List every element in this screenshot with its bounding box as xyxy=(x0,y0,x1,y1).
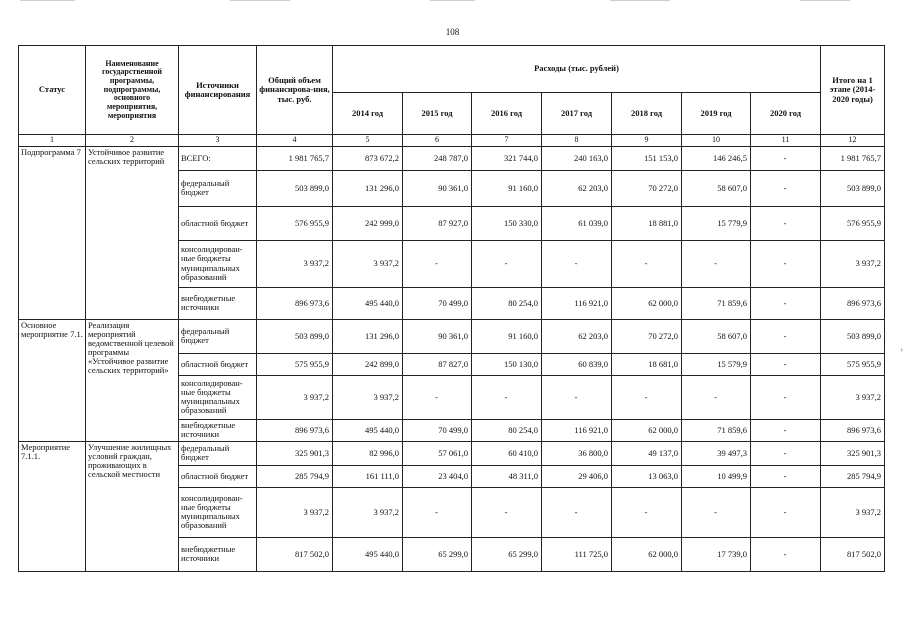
year-cell: - xyxy=(472,240,542,287)
year-cell: 90 361,0 xyxy=(403,170,472,206)
source-cell: областной бюджет xyxy=(179,465,257,487)
column-number: 10 xyxy=(682,135,751,147)
year-cell: - xyxy=(682,375,751,419)
year-cell: 82 996,0 xyxy=(333,441,403,465)
header-status: Статус xyxy=(19,46,86,135)
year-cell: 321 744,0 xyxy=(472,146,542,170)
year-cell: - xyxy=(403,240,472,287)
year-cell: 65 299,0 xyxy=(403,537,472,571)
year-cell: 29 406,0 xyxy=(542,465,612,487)
header-year: 2016 год xyxy=(472,93,542,135)
year-cell: 10 499,9 xyxy=(682,465,751,487)
scan-mark xyxy=(610,0,670,1)
column-number: 6 xyxy=(403,135,472,147)
year-cell: 17 739,0 xyxy=(682,537,751,571)
total-cell: 3 937,2 xyxy=(257,375,333,419)
year-cell: 131 296,0 xyxy=(333,319,403,353)
year-cell: 49 137,0 xyxy=(612,441,682,465)
total-cell: 3 937,2 xyxy=(257,240,333,287)
header-name: Наименование государственной программы, подпрограммы, основного мероприятия, мероприятия xyxy=(86,46,179,135)
total-cell: 817 502,0 xyxy=(257,537,333,571)
scan-mark xyxy=(230,0,290,1)
itogo-cell: 3 937,2 xyxy=(821,375,885,419)
year-cell: 18 881,0 xyxy=(612,206,682,240)
year-cell: 87 927,0 xyxy=(403,206,472,240)
source-cell: федеральный бюджет xyxy=(179,441,257,465)
year-cell: 36 800,0 xyxy=(542,441,612,465)
year-cell: 240 163,0 xyxy=(542,146,612,170)
total-cell: 896 973,6 xyxy=(257,287,333,319)
year-cell: 3 937,2 xyxy=(333,240,403,287)
header-source: Источники финансирования xyxy=(179,46,257,135)
table-header xyxy=(19,46,885,147)
year-cell: - xyxy=(751,146,821,170)
year-cell: 131 296,0 xyxy=(333,170,403,206)
year-cell: 62 000,0 xyxy=(612,419,682,441)
source-cell: консолидирован-ные бюджеты муниципальных образований xyxy=(179,375,257,419)
itogo-cell: 3 937,2 xyxy=(821,240,885,287)
column-number: 9 xyxy=(612,135,682,147)
year-cell: 116 921,0 xyxy=(542,287,612,319)
itogo-cell: 817 502,0 xyxy=(821,537,885,571)
year-cell: - xyxy=(751,441,821,465)
year-cell: - xyxy=(751,375,821,419)
source-cell: областной бюджет xyxy=(179,206,257,240)
year-cell: 873 672,2 xyxy=(333,146,403,170)
year-cell: - xyxy=(403,487,472,537)
year-cell: 80 254,0 xyxy=(472,419,542,441)
year-cell: 3 937,2 xyxy=(333,375,403,419)
year-cell: - xyxy=(751,170,821,206)
year-cell: - xyxy=(612,375,682,419)
column-number: 12 xyxy=(821,135,885,147)
year-cell: 90 361,0 xyxy=(403,319,472,353)
year-cell: 116 921,0 xyxy=(542,419,612,441)
year-cell: 495 440,0 xyxy=(333,419,403,441)
year-cell: 150 330,0 xyxy=(472,206,542,240)
year-cell: 62 203,0 xyxy=(542,170,612,206)
year-cell: 91 160,0 xyxy=(472,170,542,206)
row-status: Мероприятие 7.1.1. xyxy=(19,441,86,571)
column-number: 4 xyxy=(257,135,333,147)
year-cell: 146 246,5 xyxy=(682,146,751,170)
year-cell: - xyxy=(542,240,612,287)
year-cell: 91 160,0 xyxy=(472,319,542,353)
source-cell: внебюджетные источники xyxy=(179,419,257,441)
year-cell: - xyxy=(403,375,472,419)
year-cell: - xyxy=(751,353,821,375)
itogo-cell: 285 794,9 xyxy=(821,465,885,487)
year-cell: 161 111,0 xyxy=(333,465,403,487)
year-cell: 87 827,0 xyxy=(403,353,472,375)
row-name: Устойчивое развитие сельских территорий xyxy=(86,146,179,319)
year-cell: - xyxy=(751,287,821,319)
total-cell: 3 937,2 xyxy=(257,487,333,537)
year-cell: 70 272,0 xyxy=(612,319,682,353)
itogo-cell: 503 899,0 xyxy=(821,170,885,206)
year-cell: - xyxy=(751,419,821,441)
year-cell: 62 203,0 xyxy=(542,319,612,353)
source-cell: внебюджетные источники xyxy=(179,537,257,571)
year-cell: 248 787,0 xyxy=(403,146,472,170)
year-cell: 58 607,0 xyxy=(682,319,751,353)
year-cell: 111 725,0 xyxy=(542,537,612,571)
total-cell: 503 899,0 xyxy=(257,319,333,353)
year-cell: - xyxy=(751,206,821,240)
year-cell: - xyxy=(472,487,542,537)
header-year: 2019 год xyxy=(682,93,751,135)
year-cell: - xyxy=(682,487,751,537)
row-name: Реализация мероприятий ведомственной целевой программы «Устойчивое развитие сельских территорий» xyxy=(86,319,179,441)
total-cell: 896 973,6 xyxy=(257,419,333,441)
year-cell: - xyxy=(682,240,751,287)
year-cell: 151 153,0 xyxy=(612,146,682,170)
page-number: 108 xyxy=(445,27,460,37)
year-cell: - xyxy=(751,487,821,537)
year-cell: 71 859,6 xyxy=(682,419,751,441)
source-cell: ВСЕГО: xyxy=(179,146,257,170)
year-cell: 3 937,2 xyxy=(333,487,403,537)
itogo-cell: 325 901,3 xyxy=(821,441,885,465)
source-cell: федеральный бюджет xyxy=(179,319,257,353)
year-cell: - xyxy=(542,375,612,419)
column-number: 8 xyxy=(542,135,612,147)
year-cell: 60 410,0 xyxy=(472,441,542,465)
year-cell: - xyxy=(751,537,821,571)
year-cell: 57 061,0 xyxy=(403,441,472,465)
year-cell: 62 000,0 xyxy=(612,537,682,571)
year-cell: 61 039,0 xyxy=(542,206,612,240)
year-cell: - xyxy=(542,487,612,537)
itogo-cell: 896 973,6 xyxy=(821,287,885,319)
header-year: 2015 год xyxy=(403,93,472,135)
row-status: Основное мероприятие 7.1. xyxy=(19,319,86,441)
table-row xyxy=(19,441,885,465)
year-cell: 62 000,0 xyxy=(612,287,682,319)
column-number: 1 xyxy=(19,135,86,147)
header-expenses: Расходы (тыс. рублей) xyxy=(333,46,821,93)
header-year: 2018 год xyxy=(612,93,682,135)
year-cell: 60 839,0 xyxy=(542,353,612,375)
total-cell: 1 981 765,7 xyxy=(257,146,333,170)
year-cell: 495 440,0 xyxy=(333,537,403,571)
row-name: Улучшение жилищных условий граждан, проживающих в сельской местности xyxy=(86,441,179,571)
year-cell: 80 254,0 xyxy=(472,287,542,319)
itogo-cell: 896 973,6 xyxy=(821,419,885,441)
total-cell: 503 899,0 xyxy=(257,170,333,206)
scan-mark xyxy=(430,0,475,1)
year-cell: - xyxy=(751,240,821,287)
scan-mark xyxy=(800,0,850,1)
scan-edge-mark: › xyxy=(900,345,903,354)
year-cell: 242 899,0 xyxy=(333,353,403,375)
source-cell: внебюджетные источники xyxy=(179,287,257,319)
row-status: Подпрограмма 7 xyxy=(19,146,86,319)
year-cell: 65 299,0 xyxy=(472,537,542,571)
header-year: 2020 год xyxy=(751,93,821,135)
year-cell: - xyxy=(472,375,542,419)
itogo-cell: 575 955,9 xyxy=(821,353,885,375)
column-number: 3 xyxy=(179,135,257,147)
year-cell: 58 607,0 xyxy=(682,170,751,206)
scan-mark xyxy=(20,0,75,1)
source-cell: консолидирован-ные бюджеты муниципальных образований xyxy=(179,240,257,287)
year-cell: 70 499,0 xyxy=(403,419,472,441)
year-cell: 39 497,3 xyxy=(682,441,751,465)
total-cell: 285 794,9 xyxy=(257,465,333,487)
financing-table xyxy=(18,45,885,572)
year-cell: 70 272,0 xyxy=(612,170,682,206)
itogo-cell: 1 981 765,7 xyxy=(821,146,885,170)
column-number: 2 xyxy=(86,135,179,147)
table-row xyxy=(19,146,885,170)
year-cell: - xyxy=(612,240,682,287)
year-cell: - xyxy=(751,319,821,353)
year-cell: 23 404,0 xyxy=(403,465,472,487)
year-cell: - xyxy=(751,465,821,487)
source-cell: консолидирован-ные бюджеты муниципальных образований xyxy=(179,487,257,537)
itogo-cell: 503 899,0 xyxy=(821,319,885,353)
year-cell: 71 859,6 xyxy=(682,287,751,319)
column-number: 11 xyxy=(751,135,821,147)
header-year: 2014 год xyxy=(333,93,403,135)
year-cell: 15 579,9 xyxy=(682,353,751,375)
year-cell: 48 311,0 xyxy=(472,465,542,487)
year-cell: 150 130,0 xyxy=(472,353,542,375)
year-cell: 18 681,0 xyxy=(612,353,682,375)
total-cell: 325 901,3 xyxy=(257,441,333,465)
itogo-cell: 3 937,2 xyxy=(821,487,885,537)
header-year: 2017 год xyxy=(542,93,612,135)
itogo-cell: 576 955,9 xyxy=(821,206,885,240)
year-cell: 70 499,0 xyxy=(403,287,472,319)
header-itogo: Итого на 1 этапе (2014-2020 годы) xyxy=(821,46,885,135)
source-cell: областной бюджет xyxy=(179,353,257,375)
table-row xyxy=(19,319,885,353)
table-body xyxy=(19,146,885,571)
total-cell: 575 955,9 xyxy=(257,353,333,375)
total-cell: 576 955,9 xyxy=(257,206,333,240)
year-cell: 15 779,9 xyxy=(682,206,751,240)
source-cell: федеральный бюджет xyxy=(179,170,257,206)
year-cell: 242 999,0 xyxy=(333,206,403,240)
year-cell: 13 063,0 xyxy=(612,465,682,487)
year-cell: 495 440,0 xyxy=(333,287,403,319)
year-cell: - xyxy=(612,487,682,537)
column-number: 7 xyxy=(472,135,542,147)
header-total-volume: Общий объем финансирова-ния, тыс. руб. xyxy=(257,46,333,135)
column-number: 5 xyxy=(333,135,403,147)
